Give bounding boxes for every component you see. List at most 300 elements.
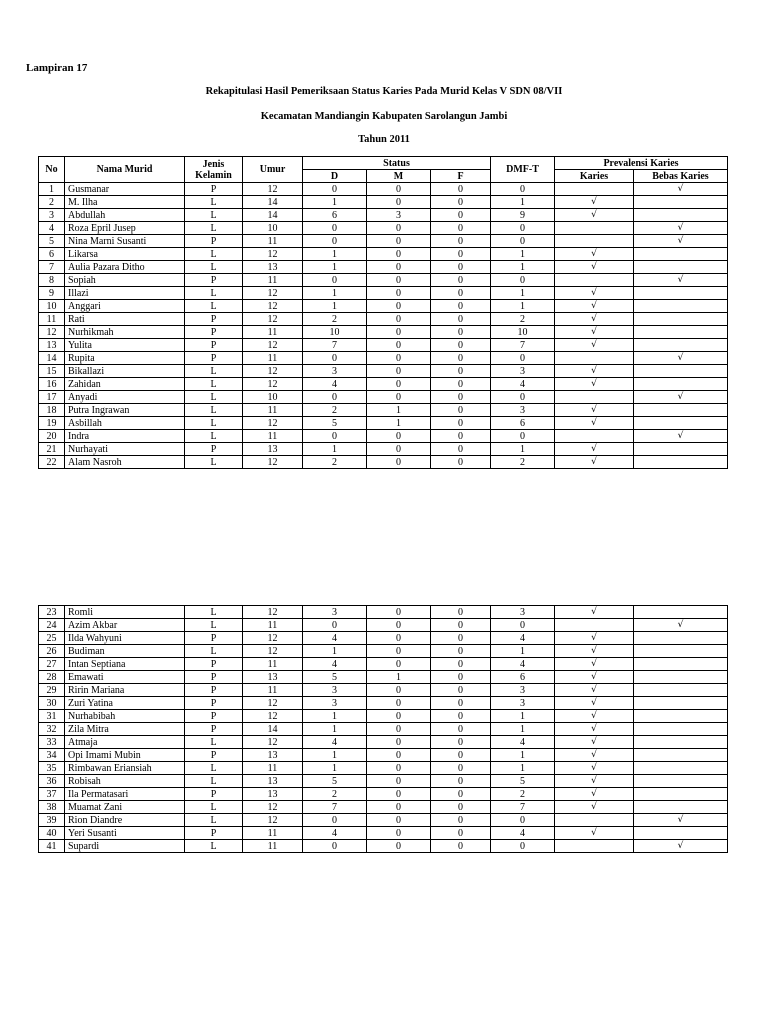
cell-m: 0 (367, 762, 431, 775)
cell-karies-check (555, 222, 634, 235)
table-row (39, 274, 728, 287)
cell-nama-murid: Romli (65, 606, 185, 619)
cell-jenis-kelamin: L (185, 814, 243, 827)
cell-m: 0 (367, 326, 431, 339)
cell-m: 0 (367, 827, 431, 840)
cell-bebas-karies-check (634, 326, 728, 339)
cell-karies-check (555, 840, 634, 853)
cell-f: 0 (431, 632, 491, 645)
cell-m: 0 (367, 775, 431, 788)
cell-dmft: 6 (491, 417, 555, 430)
cell-f: 0 (431, 404, 491, 417)
table-row (39, 313, 728, 326)
cell-no: 36 (39, 775, 65, 788)
cell-umur: 12 (243, 183, 303, 196)
table-row (39, 456, 728, 469)
cell-d: 1 (303, 196, 367, 209)
cell-jenis-kelamin: L (185, 196, 243, 209)
cell-dmft: 0 (491, 619, 555, 632)
table-row (39, 684, 728, 697)
cell-no: 22 (39, 456, 65, 469)
cell-karies-check: √ (555, 801, 634, 814)
cell-d: 1 (303, 710, 367, 723)
cell-f: 0 (431, 235, 491, 248)
cell-m: 0 (367, 658, 431, 671)
cell-dmft: 7 (491, 801, 555, 814)
cell-umur: 11 (243, 684, 303, 697)
table-row (39, 443, 728, 456)
cell-no: 14 (39, 352, 65, 365)
cell-no: 40 (39, 827, 65, 840)
cell-bebas-karies-check (634, 775, 728, 788)
cell-dmft: 0 (491, 430, 555, 443)
cell-d: 2 (303, 313, 367, 326)
cell-d: 3 (303, 697, 367, 710)
cell-no: 6 (39, 248, 65, 261)
cell-dmft: 10 (491, 326, 555, 339)
cell-karies-check: √ (555, 749, 634, 762)
table-row (39, 339, 728, 352)
cell-jenis-kelamin: L (185, 762, 243, 775)
cell-bebas-karies-check (634, 248, 728, 261)
table-row (39, 840, 728, 853)
cell-umur: 14 (243, 723, 303, 736)
cell-dmft: 1 (491, 645, 555, 658)
cell-d: 0 (303, 274, 367, 287)
table-row (39, 827, 728, 840)
cell-dmft: 3 (491, 697, 555, 710)
cell-d: 10 (303, 326, 367, 339)
cell-m: 0 (367, 645, 431, 658)
cell-jenis-kelamin: P (185, 684, 243, 697)
cell-m: 0 (367, 196, 431, 209)
cell-nama-murid: Ilda Wahyuni (65, 632, 185, 645)
cell-m: 0 (367, 300, 431, 313)
cell-jenis-kelamin: L (185, 261, 243, 274)
cell-nama-murid: Nurhikmah (65, 326, 185, 339)
cell-dmft: 4 (491, 658, 555, 671)
cell-jenis-kelamin: L (185, 248, 243, 261)
cell-m: 1 (367, 404, 431, 417)
cell-karies-check: √ (555, 287, 634, 300)
cell-m: 3 (367, 209, 431, 222)
header-d: D (303, 170, 367, 183)
cell-dmft: 4 (491, 632, 555, 645)
cell-umur: 11 (243, 326, 303, 339)
cell-umur: 13 (243, 671, 303, 684)
cell-karies-check: √ (555, 261, 634, 274)
cell-jenis-kelamin: P (185, 339, 243, 352)
cell-d: 2 (303, 788, 367, 801)
cell-karies-check: √ (555, 417, 634, 430)
cell-dmft: 3 (491, 365, 555, 378)
cell-karies-check: √ (555, 313, 634, 326)
header-nama-murid: Nama Murid (65, 157, 185, 183)
cell-d: 0 (303, 619, 367, 632)
cell-no: 5 (39, 235, 65, 248)
cell-dmft: 1 (491, 723, 555, 736)
cell-umur: 14 (243, 209, 303, 222)
table-row (39, 326, 728, 339)
cell-no: 39 (39, 814, 65, 827)
cell-m: 0 (367, 814, 431, 827)
cell-karies-check: √ (555, 788, 634, 801)
cell-m: 0 (367, 248, 431, 261)
table-row (39, 671, 728, 684)
cell-f: 0 (431, 300, 491, 313)
cell-umur: 11 (243, 619, 303, 632)
cell-f: 0 (431, 417, 491, 430)
cell-umur: 10 (243, 222, 303, 235)
cell-f: 0 (431, 443, 491, 456)
header-status: Status (303, 157, 491, 170)
cell-m: 0 (367, 365, 431, 378)
cell-f: 0 (431, 658, 491, 671)
cell-d: 5 (303, 417, 367, 430)
cell-umur: 12 (243, 814, 303, 827)
cell-no: 2 (39, 196, 65, 209)
cell-no: 33 (39, 736, 65, 749)
cell-bebas-karies-check (634, 658, 728, 671)
cell-umur: 12 (243, 456, 303, 469)
cell-m: 0 (367, 261, 431, 274)
cell-f: 0 (431, 736, 491, 749)
table-row (39, 775, 728, 788)
table-row (39, 352, 728, 365)
cell-karies-check: √ (555, 645, 634, 658)
cell-f: 0 (431, 274, 491, 287)
cell-dmft: 0 (491, 814, 555, 827)
cell-d: 0 (303, 222, 367, 235)
cell-no: 34 (39, 749, 65, 762)
cell-d: 0 (303, 840, 367, 853)
cell-m: 0 (367, 274, 431, 287)
cell-d: 1 (303, 300, 367, 313)
cell-no: 7 (39, 261, 65, 274)
cell-umur: 12 (243, 645, 303, 658)
cell-no: 31 (39, 710, 65, 723)
table-row (39, 606, 728, 619)
cell-nama-murid: Emawati (65, 671, 185, 684)
document-title: Rekapitulasi Hasil Pemeriksaan Status Karies Pada Murid Kelas V SDN 08/VII (205, 86, 563, 97)
cell-no: 4 (39, 222, 65, 235)
cell-bebas-karies-check: √ (634, 183, 728, 196)
cell-f: 0 (431, 261, 491, 274)
cell-nama-murid: Putra Ingrawan (65, 404, 185, 417)
table-row (39, 287, 728, 300)
cell-nama-murid: Aulia Pazara Ditho (65, 261, 185, 274)
cell-f: 0 (431, 183, 491, 196)
header-jenis: Jenis (202, 158, 225, 170)
cell-f: 0 (431, 749, 491, 762)
cell-no: 32 (39, 723, 65, 736)
cell-karies-check: √ (555, 209, 634, 222)
cell-jenis-kelamin: P (185, 183, 243, 196)
cell-dmft: 1 (491, 261, 555, 274)
cell-f: 0 (431, 196, 491, 209)
cell-nama-murid: Nurhayati (65, 443, 185, 456)
cell-nama-murid: Illazi (65, 287, 185, 300)
cell-bebas-karies-check (634, 684, 728, 697)
cell-d: 7 (303, 801, 367, 814)
cell-no: 41 (39, 840, 65, 853)
cell-karies-check: √ (555, 456, 634, 469)
header-jenis-kelamin (185, 157, 243, 183)
cell-no: 11 (39, 313, 65, 326)
cell-nama-murid: Sopiah (65, 274, 185, 287)
cell-dmft: 0 (491, 840, 555, 853)
cell-m: 0 (367, 456, 431, 469)
cell-dmft: 1 (491, 710, 555, 723)
cell-bebas-karies-check (634, 762, 728, 775)
cell-karies-check: √ (555, 300, 634, 313)
cell-f: 0 (431, 645, 491, 658)
table-row (39, 710, 728, 723)
cell-dmft: 1 (491, 248, 555, 261)
cell-f: 0 (431, 209, 491, 222)
cell-nama-murid: Nurhabibah (65, 710, 185, 723)
cell-bebas-karies-check (634, 606, 728, 619)
cell-dmft: 1 (491, 196, 555, 209)
cell-jenis-kelamin: L (185, 222, 243, 235)
cell-umur: 12 (243, 378, 303, 391)
cell-karies-check: √ (555, 762, 634, 775)
cell-jenis-kelamin: P (185, 235, 243, 248)
cell-umur: 13 (243, 261, 303, 274)
cell-umur: 11 (243, 840, 303, 853)
cell-nama-murid: Zila Mitra (65, 723, 185, 736)
cell-umur: 11 (243, 274, 303, 287)
cell-m: 1 (367, 671, 431, 684)
cell-d: 0 (303, 352, 367, 365)
cell-bebas-karies-check: √ (634, 222, 728, 235)
cell-umur: 12 (243, 339, 303, 352)
cell-jenis-kelamin: L (185, 417, 243, 430)
cell-bebas-karies-check (634, 339, 728, 352)
cell-jenis-kelamin: L (185, 365, 243, 378)
cell-bebas-karies-check (634, 710, 728, 723)
cell-no: 12 (39, 326, 65, 339)
cell-f: 0 (431, 222, 491, 235)
cell-nama-murid: M. Ilha (65, 196, 185, 209)
cell-f: 0 (431, 313, 491, 326)
cell-no: 19 (39, 417, 65, 430)
cell-umur: 12 (243, 248, 303, 261)
cell-no: 3 (39, 209, 65, 222)
cell-karies-check (555, 391, 634, 404)
header-karies: Karies (555, 170, 634, 183)
cell-no: 13 (39, 339, 65, 352)
cell-nama-murid: Opi Imami Mubin (65, 749, 185, 762)
cell-karies-check: √ (555, 378, 634, 391)
cell-dmft: 1 (491, 300, 555, 313)
cell-bebas-karies-check (634, 300, 728, 313)
cell-dmft: 0 (491, 352, 555, 365)
attachment-label: Lampiran 17 (26, 62, 88, 74)
cell-m: 0 (367, 801, 431, 814)
cell-d: 4 (303, 658, 367, 671)
cell-karies-check (555, 183, 634, 196)
cell-bebas-karies-check (634, 378, 728, 391)
cell-f: 0 (431, 827, 491, 840)
cell-dmft: 3 (491, 404, 555, 417)
cell-jenis-kelamin: L (185, 840, 243, 853)
cell-jenis-kelamin: P (185, 697, 243, 710)
cell-jenis-kelamin: L (185, 378, 243, 391)
cell-f: 0 (431, 762, 491, 775)
cell-nama-murid: Atmaja (65, 736, 185, 749)
cell-nama-murid: Abdullah (65, 209, 185, 222)
cell-no: 26 (39, 645, 65, 658)
table-row (39, 801, 728, 814)
cell-umur: 11 (243, 352, 303, 365)
cell-jenis-kelamin: P (185, 313, 243, 326)
table-body-part-2 (39, 606, 728, 853)
cell-umur: 13 (243, 443, 303, 456)
cell-m: 0 (367, 684, 431, 697)
cell-nama-murid: Alam Nasroh (65, 456, 185, 469)
cell-m: 0 (367, 313, 431, 326)
cell-no: 15 (39, 365, 65, 378)
table-row (39, 645, 728, 658)
table-row (39, 658, 728, 671)
cell-m: 0 (367, 619, 431, 632)
cell-jenis-kelamin: L (185, 775, 243, 788)
cell-f: 0 (431, 684, 491, 697)
cell-jenis-kelamin: L (185, 456, 243, 469)
cell-f: 0 (431, 248, 491, 261)
cell-bebas-karies-check (634, 404, 728, 417)
cell-d: 4 (303, 827, 367, 840)
cell-dmft: 1 (491, 762, 555, 775)
caries-table-part-1 (38, 156, 728, 469)
cell-jenis-kelamin: L (185, 801, 243, 814)
cell-dmft: 1 (491, 443, 555, 456)
cell-karies-check: √ (555, 339, 634, 352)
cell-umur: 12 (243, 287, 303, 300)
table-row (39, 391, 728, 404)
cell-bebas-karies-check (634, 632, 728, 645)
cell-d: 0 (303, 183, 367, 196)
cell-nama-murid: Likarsa (65, 248, 185, 261)
cell-karies-check: √ (555, 658, 634, 671)
cell-karies-check: √ (555, 736, 634, 749)
cell-m: 0 (367, 378, 431, 391)
cell-d: 3 (303, 684, 367, 697)
cell-bebas-karies-check (634, 365, 728, 378)
cell-f: 0 (431, 326, 491, 339)
cell-m: 0 (367, 222, 431, 235)
cell-m: 1 (367, 417, 431, 430)
cell-f: 0 (431, 814, 491, 827)
cell-karies-check: √ (555, 404, 634, 417)
cell-no: 8 (39, 274, 65, 287)
cell-nama-murid: Bikallazi (65, 365, 185, 378)
cell-nama-murid: Nina Marni Susanti (65, 235, 185, 248)
cell-d: 4 (303, 736, 367, 749)
cell-f: 0 (431, 723, 491, 736)
cell-m: 0 (367, 339, 431, 352)
cell-m: 0 (367, 352, 431, 365)
cell-f: 0 (431, 840, 491, 853)
cell-jenis-kelamin: L (185, 619, 243, 632)
cell-umur: 11 (243, 430, 303, 443)
cell-dmft: 4 (491, 827, 555, 840)
cell-umur: 12 (243, 365, 303, 378)
cell-nama-murid: Rati (65, 313, 185, 326)
cell-nama-murid: Zahidan (65, 378, 185, 391)
cell-jenis-kelamin: P (185, 723, 243, 736)
cell-d: 0 (303, 814, 367, 827)
cell-dmft: 0 (491, 391, 555, 404)
cell-bebas-karies-check (634, 209, 728, 222)
cell-f: 0 (431, 352, 491, 365)
cell-karies-check (555, 235, 634, 248)
cell-no: 25 (39, 632, 65, 645)
cell-f: 0 (431, 456, 491, 469)
cell-bebas-karies-check: √ (634, 391, 728, 404)
cell-jenis-kelamin: L (185, 736, 243, 749)
cell-nama-murid: Budiman (65, 645, 185, 658)
cell-karies-check: √ (555, 365, 634, 378)
cell-m: 0 (367, 443, 431, 456)
cell-nama-murid: Yeri Susanti (65, 827, 185, 840)
cell-no: 20 (39, 430, 65, 443)
cell-bebas-karies-check (634, 196, 728, 209)
cell-m: 0 (367, 697, 431, 710)
table-row (39, 762, 728, 775)
cell-bebas-karies-check: √ (634, 235, 728, 248)
cell-jenis-kelamin: P (185, 749, 243, 762)
cell-karies-check: √ (555, 248, 634, 261)
cell-bebas-karies-check (634, 788, 728, 801)
cell-f: 0 (431, 391, 491, 404)
cell-umur: 11 (243, 827, 303, 840)
cell-jenis-kelamin: P (185, 788, 243, 801)
table-row (39, 788, 728, 801)
document-subtitle-year: Tahun 2011 (358, 134, 410, 145)
table-row (39, 222, 728, 235)
cell-bebas-karies-check (634, 313, 728, 326)
header-umur: Umur (243, 157, 303, 183)
cell-karies-check: √ (555, 326, 634, 339)
cell-bebas-karies-check (634, 736, 728, 749)
cell-karies-check (555, 619, 634, 632)
cell-m: 0 (367, 723, 431, 736)
cell-d: 0 (303, 391, 367, 404)
table-row (39, 632, 728, 645)
cell-m: 0 (367, 430, 431, 443)
cell-m: 0 (367, 183, 431, 196)
cell-jenis-kelamin: P (185, 326, 243, 339)
cell-dmft: 0 (491, 222, 555, 235)
cell-no: 23 (39, 606, 65, 619)
cell-jenis-kelamin: P (185, 658, 243, 671)
table-row (39, 404, 728, 417)
header-dmft: DMF-T (491, 157, 555, 183)
cell-bebas-karies-check (634, 456, 728, 469)
cell-dmft: 2 (491, 456, 555, 469)
table-row (39, 814, 728, 827)
cell-d: 3 (303, 365, 367, 378)
table-row (39, 261, 728, 274)
cell-nama-murid: Zuri Yatina (65, 697, 185, 710)
cell-no: 1 (39, 183, 65, 196)
cell-no: 27 (39, 658, 65, 671)
table-row (39, 619, 728, 632)
cell-bebas-karies-check: √ (634, 274, 728, 287)
cell-dmft: 5 (491, 775, 555, 788)
